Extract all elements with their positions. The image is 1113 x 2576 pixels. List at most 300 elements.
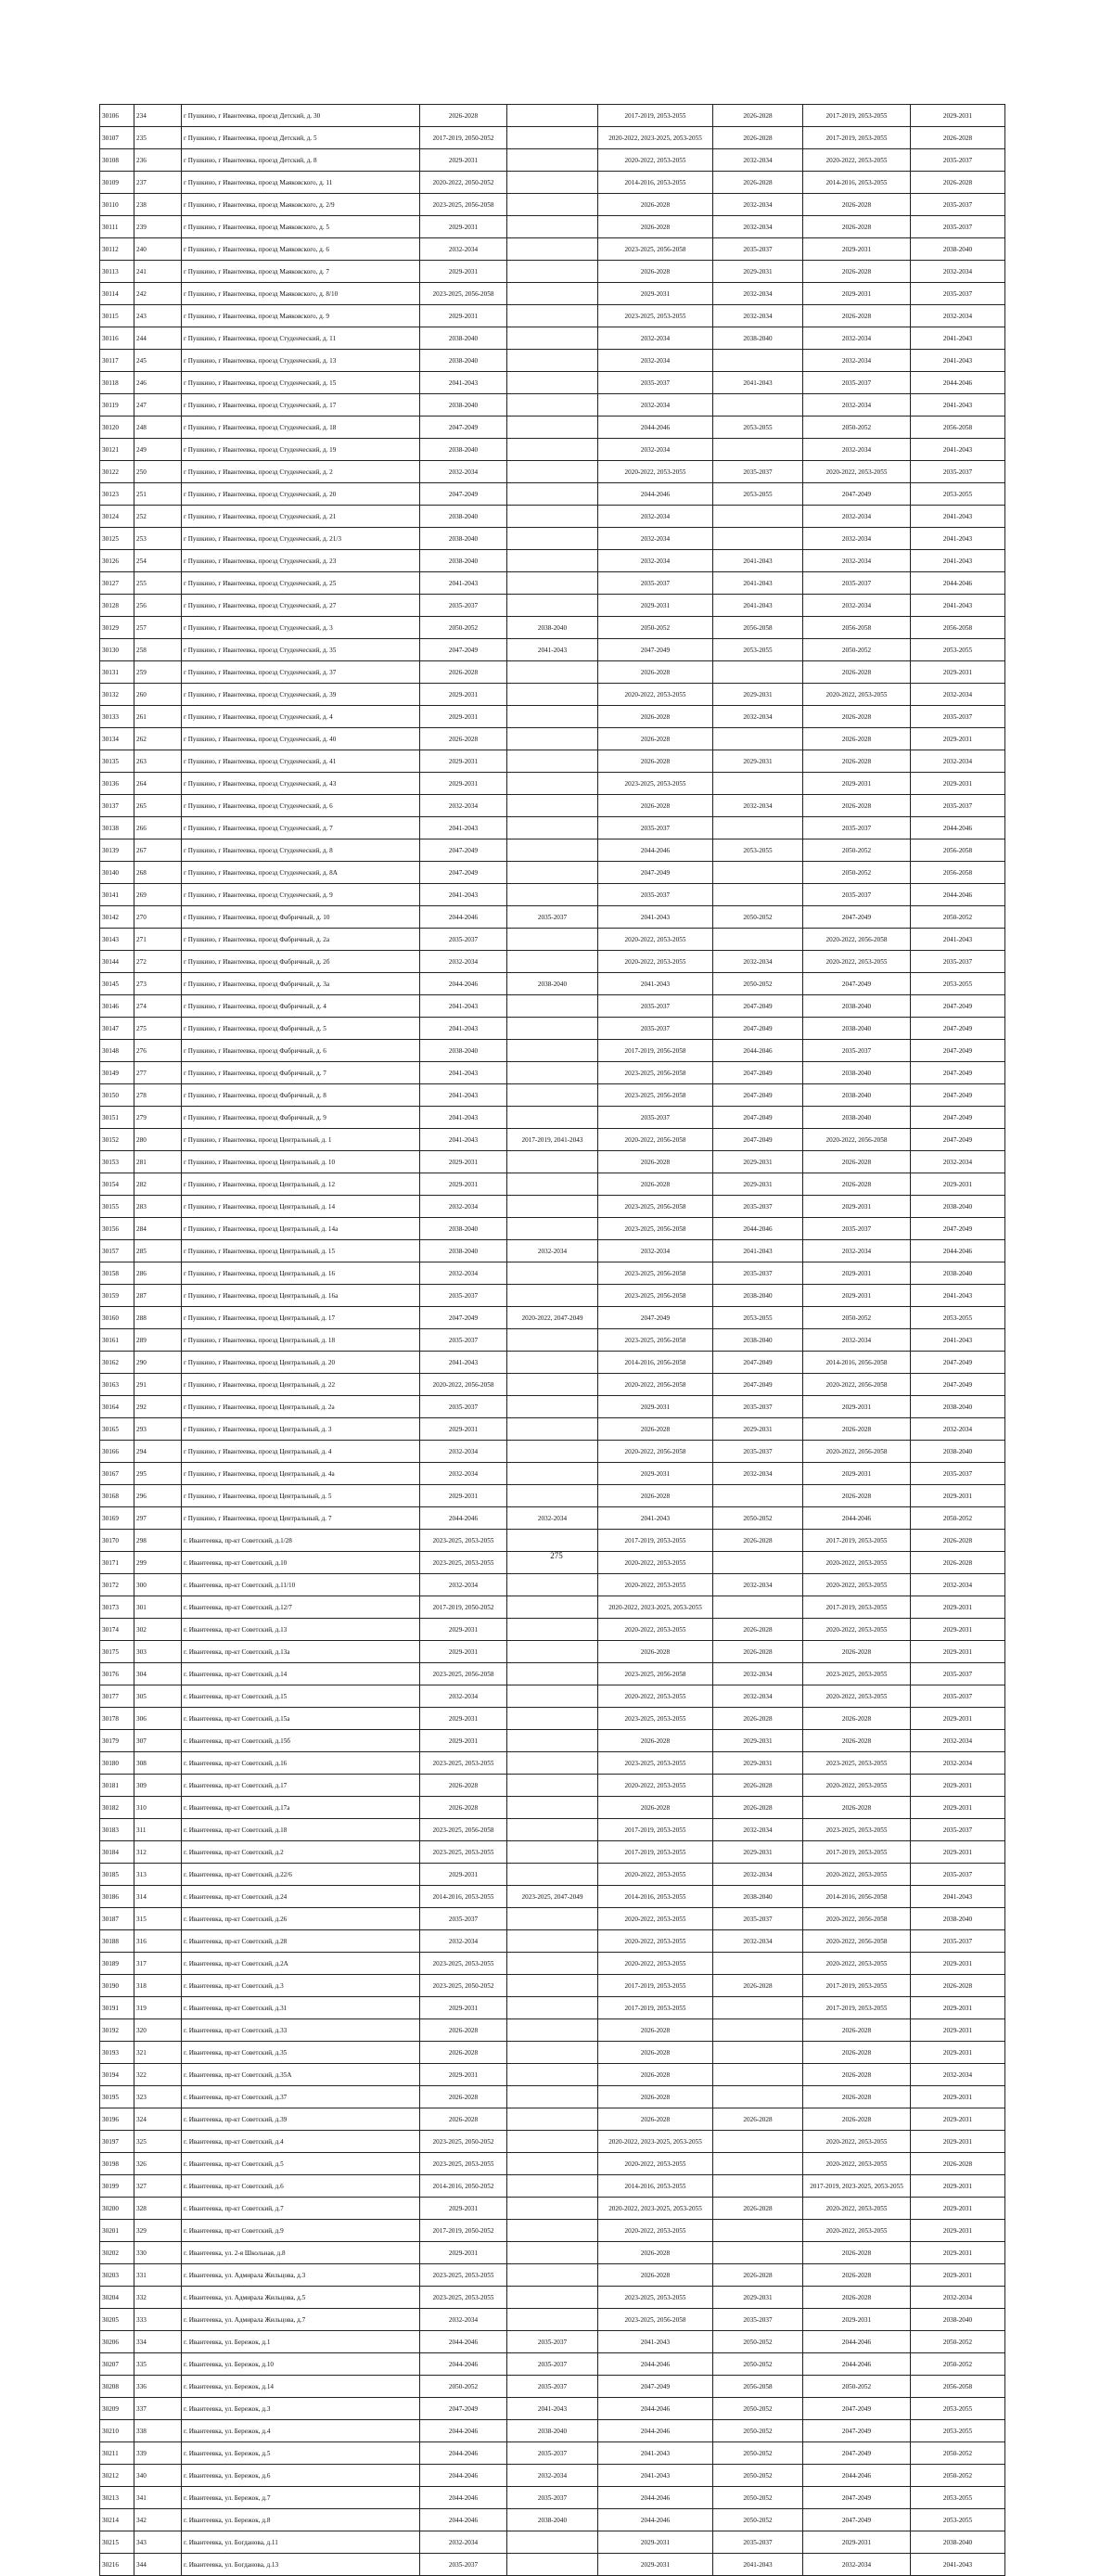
row-id-cell: 30106: [100, 105, 134, 127]
period-6-cell: 2053-2055: [911, 1307, 1005, 1329]
period-6-cell: 2032-2034: [911, 1151, 1005, 1173]
period-4-cell: [713, 350, 803, 372]
period-5-cell: 2023-2025, 2053-2055: [803, 1752, 911, 1775]
entry-number-cell: 237: [134, 172, 182, 194]
entry-number-cell: 293: [134, 1418, 182, 1441]
address-cell: г Пушкино, г Ивантеевка, проезд Студенческий, д. 9: [182, 884, 420, 906]
period-1-cell: 2035-2037: [420, 929, 507, 951]
period-2-cell: [507, 1262, 598, 1285]
entry-number-cell: 246: [134, 372, 182, 394]
period-5-cell: 2026-2028: [803, 1485, 911, 1507]
period-5-cell: 2050-2052: [803, 2376, 911, 2398]
period-5-cell: 2026-2028: [803, 2019, 911, 2042]
period-5-cell: 2026-2028: [803, 706, 911, 728]
period-3-cell: 2020-2022, 2053-2055: [598, 1685, 713, 1708]
period-1-cell: 2023-2025, 2056-2058: [420, 1663, 507, 1685]
period-4-cell: 2032-2034: [713, 795, 803, 817]
period-3-cell: 2026-2028: [598, 2086, 713, 2108]
period-4-cell: 2047-2049: [713, 995, 803, 1018]
period-5-cell: 2020-2022, 2053-2055: [803, 1775, 911, 1797]
row-id-cell: 30207: [100, 2353, 134, 2376]
period-4-cell: 2029-2031: [713, 1418, 803, 1441]
entry-number-cell: 236: [134, 149, 182, 172]
address-cell: г. Ивантеевка, пр-кт Советский, д.10: [182, 1552, 420, 1574]
period-4-cell: 2050-2052: [713, 2398, 803, 2420]
period-3-cell: 2026-2028: [598, 216, 713, 238]
period-2-cell: [507, 995, 598, 1018]
period-1-cell: 2023-2025, 2050-2052: [420, 2131, 507, 2153]
table-row: [100, 238, 1005, 261]
period-1-cell: 2035-2037: [420, 1396, 507, 1418]
period-2-cell: [507, 127, 598, 149]
table-body: [100, 105, 1005, 2576]
entry-number-cell: 272: [134, 951, 182, 973]
address-cell: г. Ивантеевка, пр-кт Советский, д.17а: [182, 1797, 420, 1819]
period-2-cell: [507, 483, 598, 506]
table-row: [100, 1797, 1005, 1819]
entry-number-cell: 340: [134, 2465, 182, 2487]
period-3-cell: 2026-2028: [598, 661, 713, 684]
row-id-cell: 30159: [100, 1285, 134, 1307]
entry-number-cell: 314: [134, 1886, 182, 1908]
address-cell: г Пушкино, г Ивантеевка, проезд Студенческий, д. 3: [182, 617, 420, 639]
period-4-cell: 2053-2055: [713, 1307, 803, 1329]
entry-number-cell: 296: [134, 1485, 182, 1507]
period-1-cell: 2038-2040: [420, 1040, 507, 1062]
period-2-cell: [507, 550, 598, 572]
period-2-cell: [507, 1218, 598, 1240]
table-row: [100, 595, 1005, 617]
period-4-cell: 2029-2031: [713, 684, 803, 706]
table-row: [100, 1374, 1005, 1396]
period-3-cell: 2017-2019, 2053-2055: [598, 1997, 713, 2019]
entry-number-cell: 273: [134, 973, 182, 995]
period-2-cell: [507, 1040, 598, 1062]
period-5-cell: 2029-2031: [803, 283, 911, 305]
address-cell: г Пушкино, г Ивантеевка, проезд Студенческий, д. 19: [182, 439, 420, 461]
period-6-cell: 2032-2034: [911, 1730, 1005, 1752]
period-2-cell: [507, 1396, 598, 1418]
period-1-cell: 2032-2034: [420, 795, 507, 817]
address-cell: г Пушкино, г Ивантеевка, проезд Студенческий, д. 37: [182, 661, 420, 684]
table-row: [100, 2554, 1005, 2576]
entry-number-cell: 277: [134, 1062, 182, 1084]
period-6-cell: 2032-2034: [911, 1574, 1005, 1596]
period-4-cell: [713, 1997, 803, 2019]
period-6-cell: 2053-2055: [911, 639, 1005, 661]
period-6-cell: 2038-2040: [911, 2531, 1005, 2554]
period-4-cell: 2032-2034: [713, 1685, 803, 1708]
row-id-cell: 30140: [100, 862, 134, 884]
table-row: [100, 661, 1005, 684]
period-1-cell: 2047-2049: [420, 839, 507, 862]
address-cell: г Пушкино, г Ивантеевка, проезд Центральный, д. 2а: [182, 1396, 420, 1418]
period-4-cell: 2035-2037: [713, 1196, 803, 1218]
period-1-cell: 2044-2046: [420, 2353, 507, 2376]
period-4-cell: 2035-2037: [713, 1908, 803, 1930]
period-1-cell: 2044-2046: [420, 1507, 507, 1530]
entry-number-cell: 278: [134, 1084, 182, 1107]
period-2-cell: [507, 2019, 598, 2042]
period-6-cell: 2026-2028: [911, 2153, 1005, 2175]
entry-number-cell: 329: [134, 2220, 182, 2242]
address-cell: г. Ивантеевка, пр-кт Советский, д.15: [182, 1685, 420, 1708]
address-cell: г. Ивантеевка, пр-кт Советский, д.39: [182, 2108, 420, 2131]
period-3-cell: 2041-2043: [598, 906, 713, 929]
table-row: [100, 684, 1005, 706]
period-6-cell: 2038-2040: [911, 1441, 1005, 1463]
period-2-cell: [507, 951, 598, 973]
table-row: [100, 506, 1005, 528]
period-6-cell: 2050-2052: [911, 906, 1005, 929]
period-5-cell: 2017-2019, 2053-2055: [803, 105, 911, 127]
period-2-cell: [507, 706, 598, 728]
period-5-cell: 2020-2022, 2053-2055: [803, 2153, 911, 2175]
period-5-cell: 2056-2058: [803, 617, 911, 639]
period-2-cell: [507, 327, 598, 350]
period-1-cell: 2038-2040: [420, 350, 507, 372]
row-id-cell: 30136: [100, 773, 134, 795]
table-row: [100, 995, 1005, 1018]
table-row: [100, 2420, 1005, 2442]
period-5-cell: 2032-2034: [803, 595, 911, 617]
period-6-cell: 2029-2031: [911, 1997, 1005, 2019]
address-cell: г. Ивантеевка, пр-кт Советский, д.17: [182, 1775, 420, 1797]
period-6-cell: 2041-2043: [911, 439, 1005, 461]
address-cell: г. Ивантеевка, пр-кт Советский, д.4: [182, 2131, 420, 2153]
period-5-cell: 2020-2022, 2053-2055: [803, 1552, 911, 1574]
period-5-cell: 2038-2040: [803, 1062, 911, 1084]
address-cell: г Пушкино, г Ивантеевка, проезд Центральный, д. 14а: [182, 1218, 420, 1240]
period-2-cell: [507, 1685, 598, 1708]
period-5-cell: 2050-2052: [803, 417, 911, 439]
period-1-cell: 2029-2031: [420, 684, 507, 706]
period-1-cell: 2029-2031: [420, 2242, 507, 2264]
period-1-cell: 2044-2046: [420, 2465, 507, 2487]
period-2-cell: [507, 1084, 598, 1107]
period-2-cell: 2035-2037: [507, 2376, 598, 2398]
period-3-cell: 2017-2019, 2053-2055: [598, 1975, 713, 1997]
entry-number-cell: 251: [134, 483, 182, 506]
entry-number-cell: 270: [134, 906, 182, 929]
period-6-cell: 2035-2037: [911, 461, 1005, 483]
table-row: [100, 1819, 1005, 1841]
period-3-cell: 2047-2049: [598, 862, 713, 884]
period-4-cell: [713, 2242, 803, 2264]
row-id-cell: 30199: [100, 2175, 134, 2198]
period-3-cell: 2023-2025, 2053-2055: [598, 305, 713, 327]
row-id-cell: 30138: [100, 817, 134, 839]
table-row: [100, 1574, 1005, 1596]
period-5-cell: 2050-2052: [803, 639, 911, 661]
table-row: [100, 1752, 1005, 1775]
period-4-cell: 2026-2028: [713, 2198, 803, 2220]
address-cell: г. Ивантеевка, пр-кт Советский, д.7: [182, 2198, 420, 2220]
period-3-cell: 2044-2046: [598, 483, 713, 506]
period-4-cell: [713, 2220, 803, 2242]
row-id-cell: 30112: [100, 238, 134, 261]
period-2-cell: [507, 2153, 598, 2175]
table-row: [100, 2220, 1005, 2242]
period-5-cell: 2017-2019, 2053-2055: [803, 1997, 911, 2019]
address-cell: г. Ивантеевка, ул. Бережок, д.8: [182, 2509, 420, 2531]
period-5-cell: 2026-2028: [803, 2086, 911, 2108]
address-cell: г Пушкино, г Ивантеевка, проезд Фабричный, д. 8: [182, 1084, 420, 1107]
period-2-cell: [507, 1708, 598, 1730]
period-6-cell: 2026-2028: [911, 1975, 1005, 1997]
period-2-cell: [507, 2531, 598, 2554]
table-row: [100, 350, 1005, 372]
period-6-cell: 2035-2037: [911, 1685, 1005, 1708]
entry-number-cell: 305: [134, 1685, 182, 1708]
row-id-cell: 30108: [100, 149, 134, 172]
period-3-cell: 2020-2022, 2053-2055: [598, 1552, 713, 1574]
row-id-cell: 30182: [100, 1797, 134, 1819]
address-cell: г. Ивантеевка, пр-кт Советский, д.14: [182, 1663, 420, 1685]
period-5-cell: 2014-2016, 2056-2058: [803, 1886, 911, 1908]
address-cell: г Пушкино, г Ивантеевка, проезд Студенческий, д. 27: [182, 595, 420, 617]
period-5-cell: 2020-2022, 2053-2055: [803, 1574, 911, 1596]
period-3-cell: 2020-2022, 2053-2055: [598, 2153, 713, 2175]
address-cell: г Пушкино, г Ивантеевка, проезд Маяковского, д. 11: [182, 172, 420, 194]
period-5-cell: 2026-2028: [803, 1418, 911, 1441]
entry-number-cell: 262: [134, 728, 182, 750]
period-1-cell: 2050-2052: [420, 2376, 507, 2398]
period-1-cell: 2047-2049: [420, 483, 507, 506]
table-row: [100, 2108, 1005, 2131]
period-5-cell: 2020-2022, 2056-2058: [803, 1908, 911, 1930]
period-3-cell: 2014-2016, 2053-2055: [598, 2175, 713, 2198]
row-id-cell: 30135: [100, 750, 134, 773]
table-row: [100, 1107, 1005, 1129]
table-row: [100, 906, 1005, 929]
address-cell: г Пушкино, г Ивантеевка, проезд Маяковского, д. 8/10: [182, 283, 420, 305]
entry-number-cell: 235: [134, 127, 182, 149]
period-4-cell: 2053-2055: [713, 639, 803, 661]
period-5-cell: 2020-2022, 2056-2058: [803, 1129, 911, 1151]
period-5-cell: 2026-2028: [803, 728, 911, 750]
entry-number-cell: 338: [134, 2420, 182, 2442]
period-1-cell: 2023-2025, 2056-2058: [420, 1819, 507, 1841]
period-4-cell: [713, 884, 803, 906]
table-row: [100, 2042, 1005, 2064]
period-6-cell: 2035-2037: [911, 1864, 1005, 1886]
period-5-cell: 2029-2031: [803, 2531, 911, 2554]
period-3-cell: 2014-2016, 2056-2058: [598, 1352, 713, 1374]
table-row: [100, 2353, 1005, 2376]
period-2-cell: [507, 728, 598, 750]
period-3-cell: 2020-2022, 2053-2055: [598, 929, 713, 951]
period-4-cell: 2026-2028: [713, 2264, 803, 2287]
address-cell: г. Ивантеевка, пр-кт Советский, д.22/6: [182, 1864, 420, 1886]
row-id-cell: 30143: [100, 929, 134, 951]
period-6-cell: 2041-2043: [911, 350, 1005, 372]
period-1-cell: 2047-2049: [420, 417, 507, 439]
entry-number-cell: 325: [134, 2131, 182, 2153]
period-5-cell: 2017-2019, 2053-2055: [803, 1975, 911, 1997]
address-cell: г. Ивантеевка, ул. Бережок, д.1: [182, 2331, 420, 2353]
period-2-cell: [507, 172, 598, 194]
period-2-cell: 2035-2037: [507, 2442, 598, 2465]
period-6-cell: 2029-2031: [911, 728, 1005, 750]
table-row: [100, 1018, 1005, 1040]
entry-number-cell: 309: [134, 1775, 182, 1797]
period-4-cell: 2032-2034: [713, 1819, 803, 1841]
address-cell: г Пушкино, г Ивантеевка, проезд Студенческий, д. 4: [182, 706, 420, 728]
period-1-cell: 2044-2046: [420, 2487, 507, 2509]
table-row: [100, 862, 1005, 884]
entry-number-cell: 300: [134, 1574, 182, 1596]
period-6-cell: 2038-2040: [911, 2309, 1005, 2331]
period-1-cell: 2017-2019, 2050-2052: [420, 127, 507, 149]
period-4-cell: [713, 661, 803, 684]
table-row: [100, 1864, 1005, 1886]
period-3-cell: 2020-2022, 2053-2055: [598, 149, 713, 172]
row-id-cell: 30160: [100, 1307, 134, 1329]
period-3-cell: 2026-2028: [598, 1641, 713, 1663]
period-1-cell: 2029-2031: [420, 261, 507, 283]
table-row: [100, 750, 1005, 773]
entry-number-cell: 267: [134, 839, 182, 862]
period-2-cell: [507, 1775, 598, 1797]
period-4-cell: 2029-2031: [713, 1151, 803, 1173]
period-6-cell: 2026-2028: [911, 1530, 1005, 1552]
period-6-cell: 2044-2046: [911, 884, 1005, 906]
period-2-cell: [507, 2108, 598, 2131]
period-3-cell: 2044-2046: [598, 839, 713, 862]
table-row: [100, 194, 1005, 216]
period-2-cell: [507, 1062, 598, 1084]
address-cell: г Пушкино, г Ивантеевка, проезд Фабричный, д. 2а: [182, 929, 420, 951]
period-3-cell: 2035-2037: [598, 1107, 713, 1129]
period-3-cell: 2020-2022, 2023-2025, 2053-2055: [598, 2131, 713, 2153]
period-5-cell: 2020-2022, 2053-2055: [803, 1685, 911, 1708]
period-3-cell: 2023-2025, 2056-2058: [598, 1196, 713, 1218]
period-6-cell: 2038-2040: [911, 1396, 1005, 1418]
period-4-cell: 2026-2028: [713, 1775, 803, 1797]
table-row: [100, 2465, 1005, 2487]
entry-number-cell: 292: [134, 1396, 182, 1418]
period-6-cell: 2053-2055: [911, 2509, 1005, 2531]
entry-number-cell: 234: [134, 105, 182, 127]
period-6-cell: 2029-2031: [911, 1596, 1005, 1619]
period-2-cell: [507, 506, 598, 528]
table-row: [100, 1841, 1005, 1864]
period-2-cell: [507, 1485, 598, 1507]
period-6-cell: 2050-2052: [911, 2331, 1005, 2353]
table-row: [100, 839, 1005, 862]
period-3-cell: 2035-2037: [598, 372, 713, 394]
period-6-cell: 2050-2052: [911, 2442, 1005, 2465]
period-3-cell: 2044-2046: [598, 2420, 713, 2442]
entry-number-cell: 313: [134, 1864, 182, 1886]
period-4-cell: 2032-2034: [713, 149, 803, 172]
row-id-cell: 30170: [100, 1530, 134, 1552]
period-6-cell: 2047-2049: [911, 1218, 1005, 1240]
entry-number-cell: 243: [134, 305, 182, 327]
period-5-cell: 2014-2016, 2056-2058: [803, 1352, 911, 1374]
period-1-cell: 2020-2022, 2056-2058: [420, 1374, 507, 1396]
row-id-cell: 30110: [100, 194, 134, 216]
table-row: [100, 1886, 1005, 1908]
row-id-cell: 30126: [100, 550, 134, 572]
period-1-cell: 2026-2028: [420, 2042, 507, 2064]
period-3-cell: 2029-2031: [598, 1396, 713, 1418]
address-cell: г. Ивантеевка, ул. Бережок, д.14: [182, 2376, 420, 2398]
period-2-cell: [507, 1619, 598, 1641]
period-4-cell: 2032-2034: [713, 194, 803, 216]
table-row: [100, 728, 1005, 750]
period-4-cell: 2032-2034: [713, 1574, 803, 1596]
address-cell: г. Ивантеевка, ул. Бережок, д.10: [182, 2353, 420, 2376]
period-5-cell: 2032-2034: [803, 439, 911, 461]
period-4-cell: 2047-2049: [713, 1352, 803, 1374]
entry-number-cell: 265: [134, 795, 182, 817]
period-3-cell: 2026-2028: [598, 1797, 713, 1819]
period-1-cell: 2035-2037: [420, 1908, 507, 1930]
period-6-cell: 2032-2034: [911, 2064, 1005, 2086]
entry-number-cell: 298: [134, 1530, 182, 1552]
period-6-cell: 2029-2031: [911, 1953, 1005, 1975]
address-cell: г Пушкино, г Ивантеевка, проезд Фабричный, д. 9: [182, 1107, 420, 1129]
table-row: [100, 1418, 1005, 1441]
period-3-cell: 2044-2046: [598, 2487, 713, 2509]
address-cell: г. Ивантеевка, пр-кт Советский, д.28: [182, 1930, 420, 1953]
table-row: [100, 1507, 1005, 1530]
row-id-cell: 30157: [100, 1240, 134, 1262]
period-1-cell: 2032-2034: [420, 1262, 507, 1285]
entry-number-cell: 244: [134, 327, 182, 350]
period-2-cell: [507, 1574, 598, 1596]
period-6-cell: 2053-2055: [911, 2487, 1005, 2509]
period-6-cell: 2026-2028: [911, 1552, 1005, 1574]
period-1-cell: 2017-2019, 2050-2052: [420, 2220, 507, 2242]
period-2-cell: [507, 684, 598, 706]
row-id-cell: 30120: [100, 417, 134, 439]
period-5-cell: 2029-2031: [803, 1262, 911, 1285]
period-2-cell: [507, 1641, 598, 1663]
entry-number-cell: 257: [134, 617, 182, 639]
period-2-cell: [507, 461, 598, 483]
period-5-cell: 2026-2028: [803, 1173, 911, 1196]
period-3-cell: 2029-2031: [598, 1463, 713, 1485]
entry-number-cell: 280: [134, 1129, 182, 1151]
period-2-cell: 2038-2040: [507, 973, 598, 995]
table-row: [100, 2086, 1005, 2108]
entry-number-cell: 336: [134, 2376, 182, 2398]
address-cell: г Пушкино, г Ивантеевка, проезд Фабричный, д. 6: [182, 1040, 420, 1062]
period-2-cell: [507, 1374, 598, 1396]
entry-number-cell: 306: [134, 1708, 182, 1730]
period-1-cell: 2032-2034: [420, 461, 507, 483]
address-cell: г Пушкино, г Ивантеевка, проезд Маяковского, д. 7: [182, 261, 420, 283]
period-3-cell: 2026-2028: [598, 2108, 713, 2131]
period-1-cell: 2044-2046: [420, 906, 507, 929]
period-2-cell: 2035-2037: [507, 906, 598, 929]
address-cell: г. Ивантеевка, ул. Адмирала Жильцова, д.7: [182, 2309, 420, 2331]
entry-number-cell: 339: [134, 2442, 182, 2465]
period-6-cell: 2035-2037: [911, 1819, 1005, 1841]
period-2-cell: [507, 773, 598, 795]
entry-number-cell: 275: [134, 1018, 182, 1040]
period-4-cell: [713, 929, 803, 951]
table-row: [100, 1685, 1005, 1708]
period-3-cell: 2020-2022, 2053-2055: [598, 1775, 713, 1797]
period-5-cell: 2038-2040: [803, 1018, 911, 1040]
table-row: [100, 1641, 1005, 1663]
period-1-cell: 2032-2034: [420, 2309, 507, 2331]
address-cell: г Пушкино, г Ивантеевка, проезд Студенческий, д. 21: [182, 506, 420, 528]
